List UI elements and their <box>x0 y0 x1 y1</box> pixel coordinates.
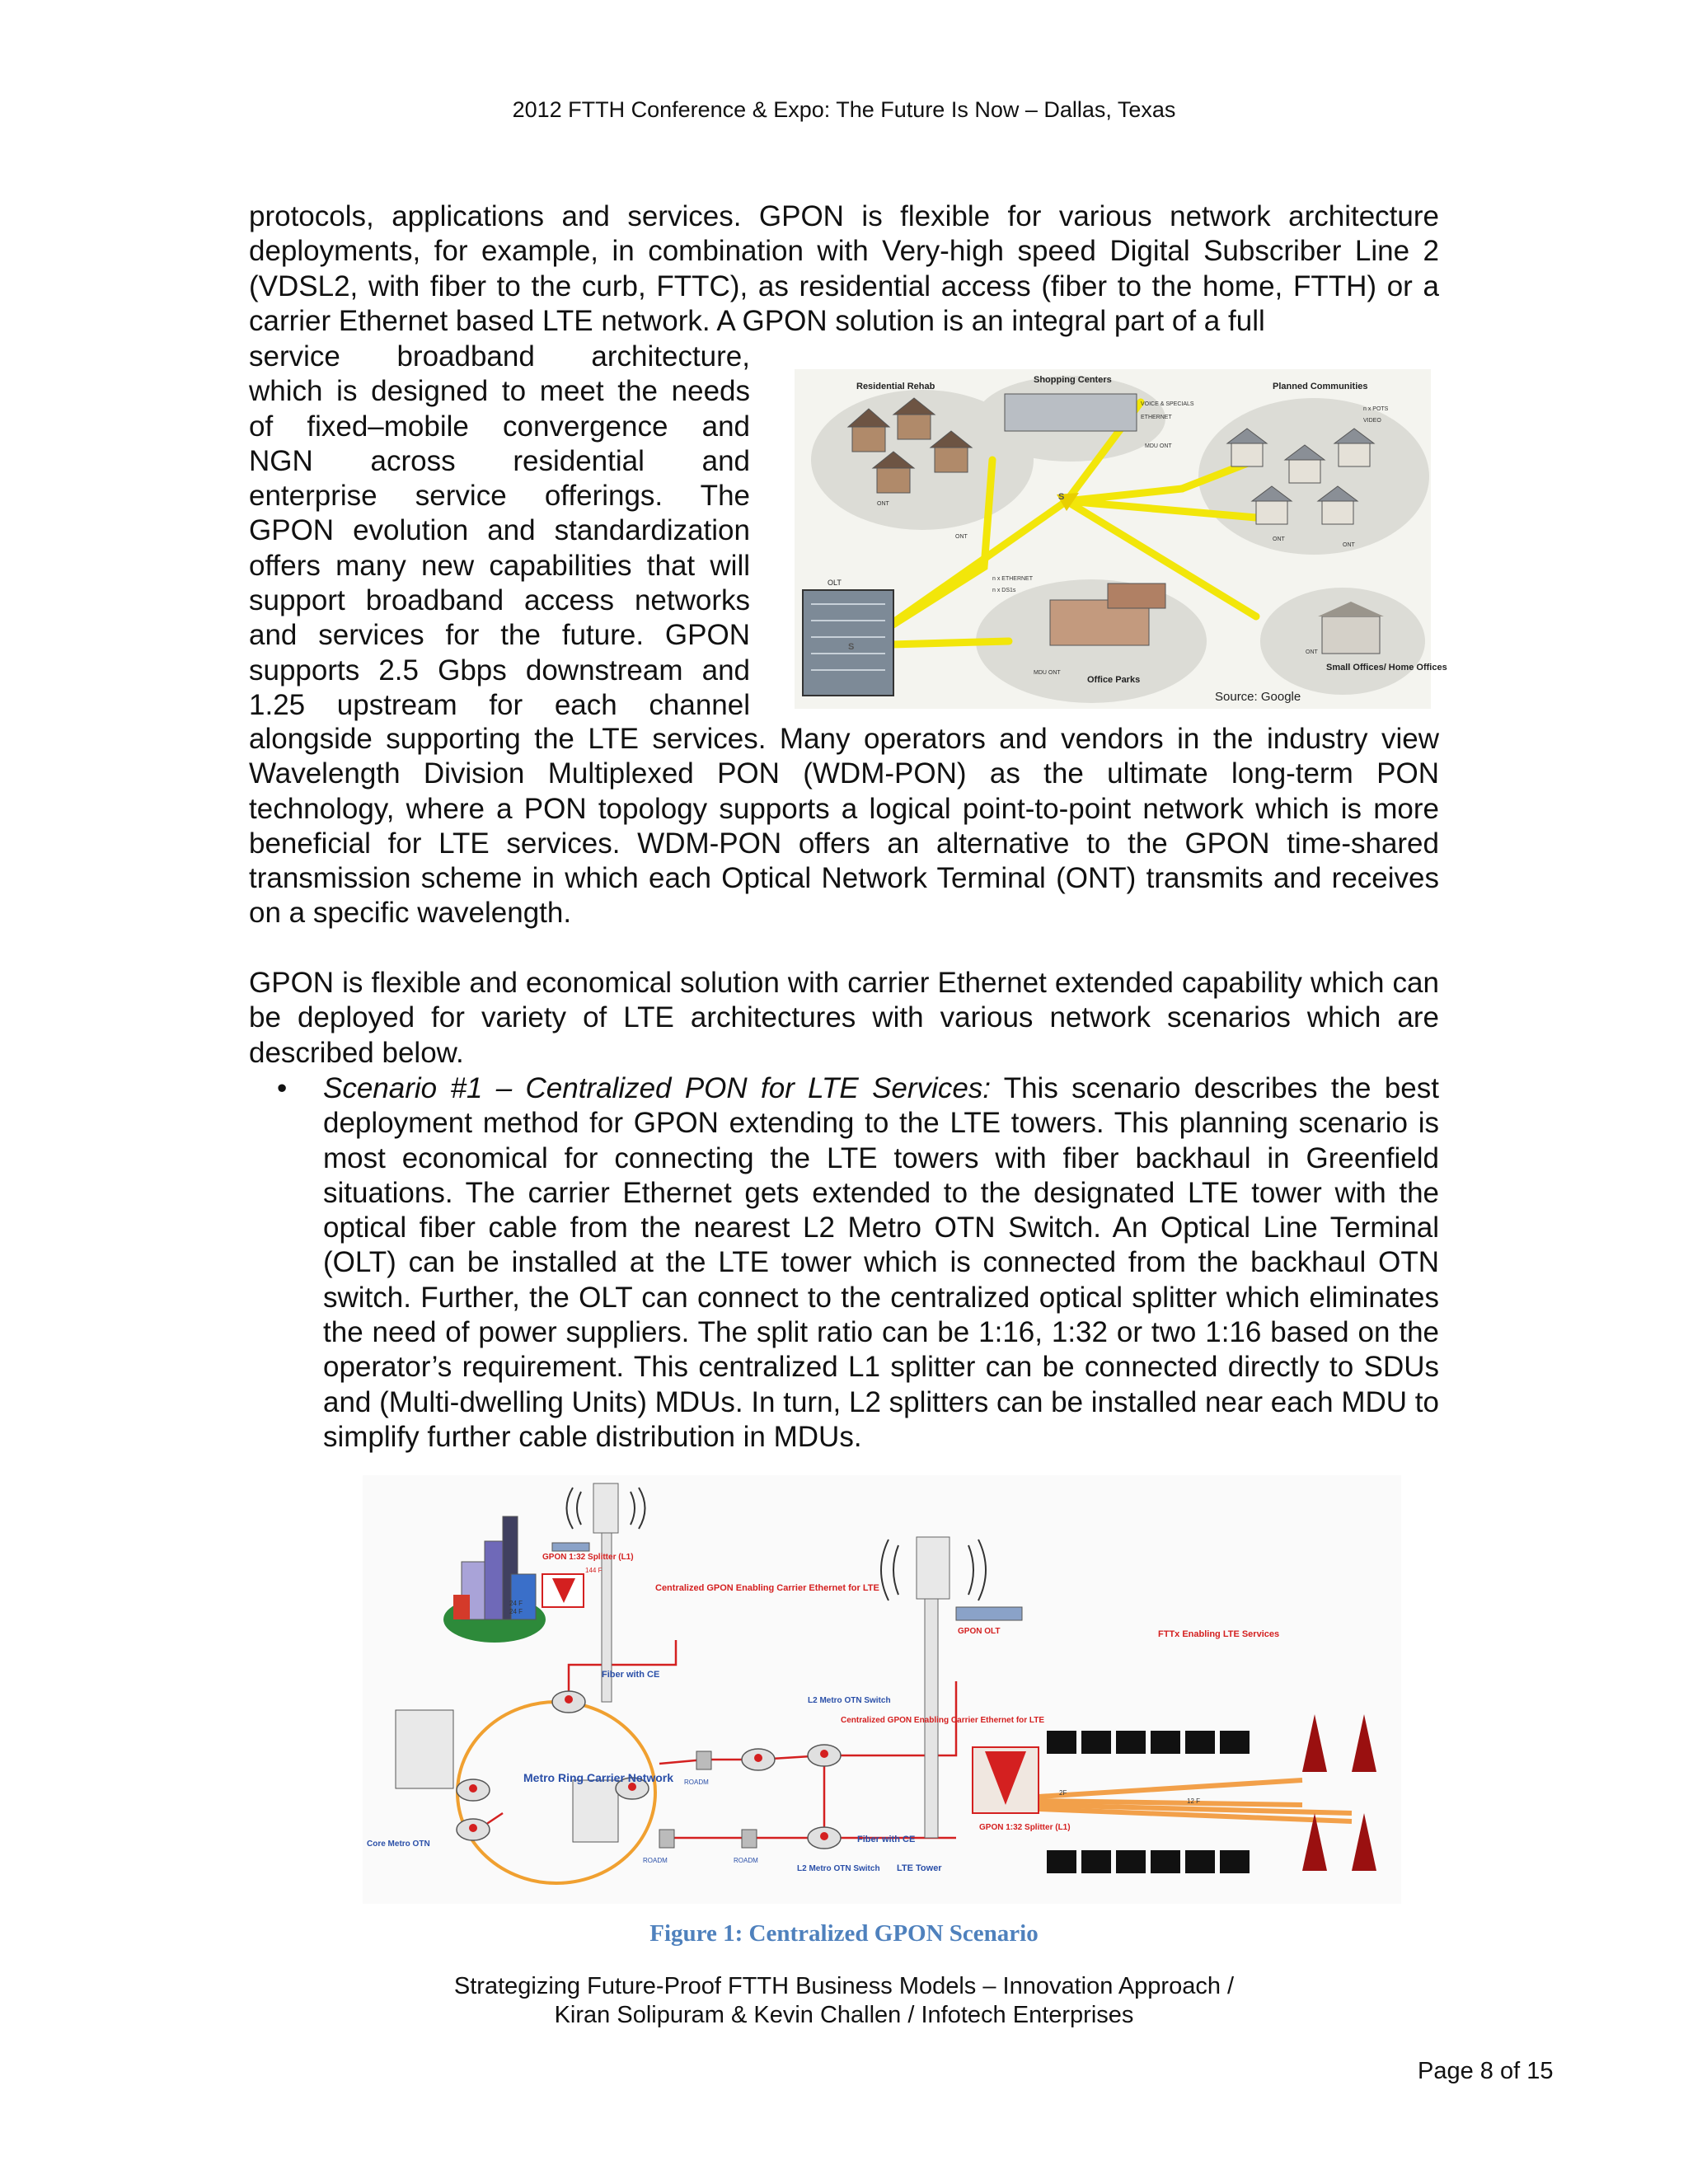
label-l2-switch-top: L2 Metro OTN Switch <box>808 1696 891 1705</box>
label-shopping: Shopping Centers <box>1034 375 1112 385</box>
label-fiber-24f-a: 24 F <box>509 1600 523 1607</box>
label-planned: Planned Communities <box>1273 382 1368 391</box>
label-splitter: S <box>1058 492 1065 502</box>
label-ont: ONT <box>877 501 889 507</box>
label-ont: ONT <box>1306 649 1318 655</box>
label-video: VIDEO <box>1363 418 1381 424</box>
page-header: 2012 FTTH Conference & Expo: The Future Is Now – Dallas, Texas <box>512 97 1176 122</box>
label-fttx: FTTx Enabling LTE Services <box>1158 1629 1280 1639</box>
ftth-deployment-figure <box>795 369 1447 709</box>
wrap-line: NGN across residential and <box>249 444 750 477</box>
label-olt: OLT <box>828 579 842 587</box>
paragraph-intro: protocols, applications and services. GPON is flexible for various network architecture deployments, for example, in combination with Very-high speed Digital Subscriber Line 2 (VDSL2, with fiber to the curb, FTTC), as residential access (fiber to the home, FTTH) or a carrier Ethernet based LTE network. A GPON solution is an integral part of a full <box>249 200 1439 337</box>
bullet-body: This scenario describes the best deployment method for GPON extending to the LTE towers. This planning scenario is most economical for connecting the LTE towers with fiber backhaul in Greenfield situations. The carrier Ethernet gets extended to the designated LTE tower with the optical fiber cable from the nearest L2 Metro OTN Switch. An Optical Line Terminal (OLT) can be installed at the LTE tower which is connected from the backhaul OTN switch. Further, the OLT can connect to the centralized optical splitter which eliminates the need of power suppliers. The split ratio can be 1:16, 1:32 or two 1:16 based on the operator’s requirement. This centralized L1 splitter can be connected directly to SDUs and (Multi-dwelling Units) MDUs. In turn, L2 splitters can be installed near each MDU to simplify further cable distribution in MDUs. <box>323 1072 1439 1453</box>
label-ont: ONT <box>1273 537 1285 542</box>
label-source: Source: Google <box>1215 690 1301 704</box>
wrap-line: 1.25 upstream for each channel <box>249 688 750 721</box>
label-mdu-ont: MDU ONT <box>1145 443 1172 449</box>
label-ont: ONT <box>1343 542 1355 548</box>
label-fiber-12f: 12 F <box>1187 1797 1201 1805</box>
wrap-line: service broadband architecture, <box>249 340 750 373</box>
label-l2-switch-bottom: L2 Metro OTN Switch <box>797 1864 880 1873</box>
bullet-marker: • <box>277 1072 288 1104</box>
label-fiber-144f: 144 F <box>585 1567 603 1574</box>
paragraph-gpon-flexible: GPON is flexible and economical solution with carrier Ethernet extended capability which can be deployed for variety of LTE architectures with various network scenarios which are described below. <box>249 967 1439 1069</box>
page-footer <box>0 1972 1688 2030</box>
label-fiber-ce-top: Fiber with CE <box>602 1670 660 1680</box>
paragraph-wdm-pon: alongside supporting the LTE services. Many operators and vendors in the industry view Wavelength Division Multiplexed PON (WDM-PON) as the ultimate long-term PON technology, where a PON topology supports a logical point-to-point network which is more beneficial for LTE services. WDM-PON offers an alternative to the GPON time-shared transmission scheme in which each Optical Network Terminal (ONT) transmits and receives on a specific wavelength. <box>249 723 1439 930</box>
label-core-otn: Core Metro OTN <box>367 1840 430 1849</box>
footer-line: Strategizing Future-Proof FTTH Business Models – Innovation Approach / <box>453 1973 1235 1999</box>
wrap-line: GPON evolution and standardization <box>249 514 750 547</box>
label-gpon-splitter-l1: GPON 1:32 Splitter (L1) <box>542 1553 634 1562</box>
label-fiber-ce-bottom: Fiber with CE <box>857 1835 916 1844</box>
wrap-line: offers many new capabilities that will <box>249 549 750 582</box>
footer-line: Kiran Solipuram & Kevin Challen / Infotech Enterprises <box>554 2002 1134 2028</box>
label-centralized-2: Centralized GPON Enabling Carrier Ethernet for LTE <box>841 1716 1045 1725</box>
label-fiber-2f: 2F <box>1059 1789 1067 1797</box>
label-residential: Residential Rehab <box>856 382 935 391</box>
label-gpon-olt: GPON OLT <box>958 1627 1001 1636</box>
label-voice: VOICE & SPECIALS <box>1141 401 1194 407</box>
label-fiber-24f-b: 24 F <box>509 1608 523 1615</box>
page-number: Page 8 of 15 <box>1418 2058 1554 2084</box>
wrapped-text <box>249 340 750 723</box>
label-n-ethernet: n x ETHERNET <box>992 576 1034 582</box>
label-small-office: Small Offices/ Home Offices <box>1326 663 1447 673</box>
label-metro-ring: Metro Ring Carrier Network <box>523 1771 674 1784</box>
label-gpon-splitter-bottom: GPON 1:32 Splitter (L1) <box>979 1823 1071 1832</box>
label-pots: n x POTS <box>1363 406 1389 412</box>
label-splitter: S <box>848 642 855 652</box>
label-office: Office Parks <box>1087 675 1141 685</box>
label-roadm: ROADM <box>684 1779 709 1786</box>
label-roadm: ROADM <box>643 1857 668 1864</box>
label-mdu-ont: MDU ONT <box>1034 670 1061 676</box>
centralized-gpon-figure <box>363 1475 1401 1904</box>
wrap-line: of fixed–mobile convergence and <box>249 410 750 443</box>
label-lte-tower: LTE Tower <box>897 1863 942 1873</box>
label-ds1: n x DS1s <box>992 588 1016 593</box>
bullet-text <box>323 1071 1439 1455</box>
label-roadm: ROADM <box>734 1857 758 1864</box>
wrap-line: and services for the future. GPON <box>249 619 750 652</box>
wrap-line: supports 2.5 Gbps downstream and <box>249 654 750 687</box>
bullet-title: Scenario #1 – Centralized PON for LTE Services: <box>323 1072 992 1104</box>
label-ethernet: ETHERNET <box>1141 415 1172 420</box>
label-ont: ONT <box>955 534 968 540</box>
figure-caption: Figure 1: Centralized GPON Scenario <box>649 1920 1039 1947</box>
wrap-line: which is designed to meet the needs <box>249 375 750 408</box>
label-centralized-1: Centralized GPON Enabling Carrier Ethernet for LTE <box>655 1583 879 1593</box>
wrap-line: support broadband access networks <box>249 584 750 617</box>
wrap-line: enterprise service offerings. The <box>249 480 750 513</box>
